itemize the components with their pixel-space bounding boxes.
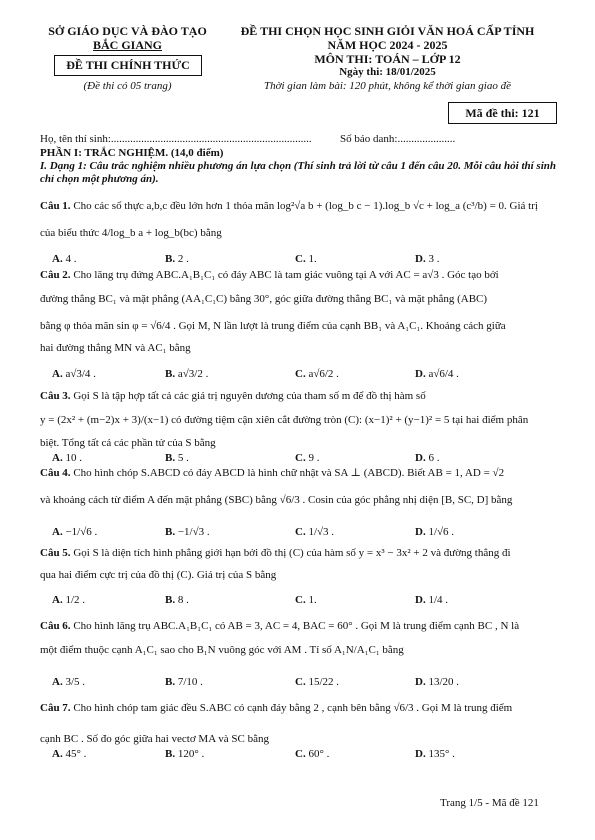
question-7 — [40, 702, 512, 715]
page-footer: Trang 1/5 - Mã đề 121 — [440, 797, 539, 809]
question-2-text-a: Cho lăng trụ đứng ABC.A₁B₁C₁ có đáy ABC là tam giác vuông tại A với AC = a√3 . Góc tạo bởi — [70, 269, 499, 281]
question-4 — [40, 467, 504, 480]
q5-option-d: D. 1/4 . — [415, 594, 449, 606]
part1-title: PHẦN I: TRẮC NGHIỆM. (14,0 điểm) — [40, 147, 224, 159]
question-4-text-a: Cho hình chóp S.ABCD có đáy ABCD là hình chữ nhật và SA ⊥ (ABCD). Biết AB = 1, AD = √2 — [70, 467, 505, 479]
q5-option-b: B. 8 . — [165, 594, 189, 606]
q6-option-a: A. 3/5 . — [52, 676, 86, 688]
q3-option-a: A. 10 . — [52, 452, 82, 464]
exam-code: Mã đề thi: 121 — [465, 105, 540, 120]
q2-option-a: A. a√3/4 . — [52, 368, 96, 380]
question-6 — [40, 620, 519, 633]
q6-option-d: D. 13/20 . — [415, 676, 460, 688]
department-location: BẮC GIANG — [92, 38, 162, 52]
question-2-text-b: đường thẳng BC₁ và mặt phẳng (AA₁C₁C) bằng 30°, góc giữa đường thẳng BC₁ và mặt phẳng (ABC) — [40, 293, 488, 305]
q1-option-b: B. 2 . — [165, 253, 189, 265]
question-2-text-d: hai đường thẳng MN và AC₁ bằng — [40, 342, 191, 354]
q7-option-a: A. 45° . — [52, 748, 87, 760]
question-4-text-b: và khoảng cách từ điểm A đến mặt phẳng (SBC) bằng √6/3 . Cosin của góc phẳng nhị diện [B, SC, D] bằng — [40, 494, 513, 506]
question-3-label: Câu 3. — [40, 390, 71, 402]
time-note: Thời gian làm bài: 120 phút, không kể thời gian giao đề — [263, 80, 511, 92]
question-6-label: Câu 6. — [40, 620, 71, 632]
q4-option-b: B. −1/√3 . — [165, 526, 210, 538]
question-5-text-a: Gọi S là diện tích hình phẳng giới hạn bởi đồ thị (C) của hàm số y = x³ − 3x² + 2 và đường thẳng đi — [70, 547, 511, 559]
question-7-text-b: cạnh BC . Số đo góc giữa hai vectơ MA và SC bằng — [40, 733, 270, 745]
q2-option-b: B. a√3/2 . — [165, 368, 209, 380]
question-1-label: Câu 1. — [40, 200, 71, 212]
pages-note: (Đề thi có 05 trang) — [83, 80, 172, 92]
question-5-text-b: qua hai điểm cực trị của đồ thị (C). Giá trị của S bằng — [40, 569, 277, 581]
student-id-field: Số báo danh:..................... — [340, 133, 456, 145]
q4-option-d: D. 1/√6 . — [415, 526, 455, 538]
question-5 — [40, 547, 511, 560]
question-3-text-b: y = (2x² + (m−2)x + 3)/(x−1) có đường tiệm cận xiên cắt đường tròn (C): (x−1)² + (y−1)² = 5 tại hai điểm phân — [40, 414, 529, 426]
q6-option-c: C. 15/22 . — [295, 676, 340, 688]
question-6-text-a: Cho hình lăng trụ ABC.A₁B₁C₁ có AB = 3, AC = 4, BAC = 60° . Gọi M là trung điểm cạnh BC , N là — [70, 620, 520, 632]
q1-option-d: D. 3 . — [415, 253, 440, 265]
q7-option-c: C. 60° . — [295, 748, 330, 760]
question-7-label: Câu 7. — [40, 702, 71, 714]
official-exam-box — [54, 55, 202, 76]
question-3-text-c: biệt. Tổng tất cả các phần tử của S bằng — [40, 437, 216, 449]
q6-option-b: B. 7/10 . — [165, 676, 203, 688]
q3-option-d: D. 6 . — [415, 452, 440, 464]
question-1 — [40, 200, 538, 213]
q5-option-a: A. 1/2 . — [52, 594, 86, 606]
official-exam-label: ĐỀ THI CHÍNH THỨC — [66, 58, 190, 72]
question-5-label: Câu 5. — [40, 547, 71, 559]
question-7-text-a: Cho hình chóp tam giác đều S.ABC có cạnh đáy bằng 2 , cạnh bên bằng √6/3 . Gọi M là trung điểm — [70, 702, 513, 714]
department-name: SỞ GIÁO DỤC VÀ ĐÀO TẠO — [48, 24, 207, 38]
question-2-text-c: bằng φ thỏa mãn sin φ = √6/4 . Gọi M, N lần lượt là trung điểm của cạnh BB₁ và A₁C₁. Khoảng cách giữa — [40, 320, 506, 332]
question-2 — [40, 269, 499, 282]
q7-option-b: B. 120° . — [165, 748, 205, 760]
part1-type1-instruction: I. Dạng 1: Câu trắc nghiệm nhiều phương án lựa chọn (Thí sinh trả lời từ câu 1 đến câu 20. Mỗi câu hỏi thí sinh chỉ chọn một phương án). — [40, 160, 557, 185]
exam-code-box — [448, 102, 557, 124]
q2-option-d: D. a√6/4 . — [415, 368, 459, 380]
q7-option-d: D. 135° . — [415, 748, 455, 760]
question-3-text-a: Gọi S là tập hợp tất cả các giá trị nguyên dương của tham số m để đồ thị hàm số — [70, 390, 426, 402]
q5-option-c: C. 1. — [295, 594, 317, 606]
question-4-label: Câu 4. — [40, 467, 71, 479]
exam-date: Ngày thi: 18/01/2025 — [339, 66, 436, 78]
question-1-text-a: Cho các số thực a,b,c đều lớn hơn 1 thỏa mãn log²√a b + (log_b c − 1).log_b √c + log_a (c³/b) = 0. Giá trị — [70, 200, 538, 212]
q1-option-c: C. 1. — [295, 253, 317, 265]
question-2-label: Câu 2. — [40, 269, 71, 281]
q2-option-c: C. a√6/2 . — [295, 368, 339, 380]
question-1-text-b: của biểu thức 4/log_b a + log_b(bc) bằng — [40, 227, 222, 239]
exam-title: ĐỀ THI CHỌN HỌC SINH GIỎI VĂN HOÁ CẤP TỈNH — [240, 24, 535, 38]
q3-option-c: C. 9 . — [295, 452, 320, 464]
question-3 — [40, 390, 426, 403]
q4-option-a: A. −1/√6 . — [52, 526, 98, 538]
q4-option-c: C. 1/√3 . — [295, 526, 335, 538]
school-year: NĂM HỌC 2024 - 2025 — [327, 38, 448, 52]
subject-line: MÔN THI: TOÁN – LỚP 12 — [314, 52, 461, 66]
q1-option-a: A. 4 . — [52, 253, 77, 265]
q3-option-b: B. 5 . — [165, 452, 189, 464]
student-name-field: Họ, tên thí sinh:......................................................................... — [40, 133, 312, 145]
question-6-text-b: một điểm thuộc cạnh A₁C₁ sao cho B₁N vuông góc với AM . Tỉ số A₁N/A₁C₁ bằng — [40, 644, 404, 656]
